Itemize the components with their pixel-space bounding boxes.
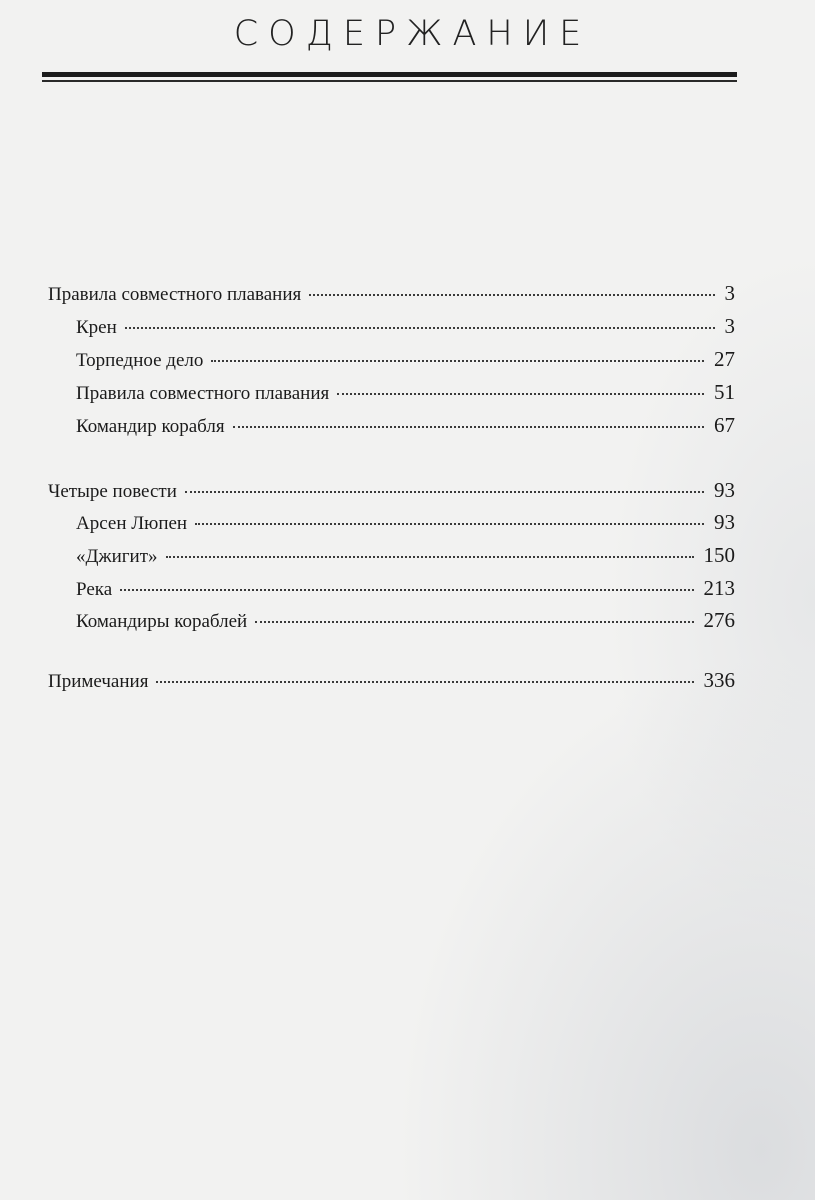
toc-section xyxy=(48,668,735,694)
dot-leader xyxy=(233,426,704,428)
toc-entry-label: Река xyxy=(76,579,113,600)
toc-entry xyxy=(76,510,735,536)
toc-page-number: 3 xyxy=(724,314,735,338)
toc-page-number: 276 xyxy=(703,608,735,632)
toc-page-number: 51 xyxy=(714,380,735,404)
toc-section xyxy=(48,281,735,307)
dot-leader xyxy=(156,681,693,683)
toc-entry xyxy=(76,380,735,406)
dot-leader xyxy=(166,556,694,558)
toc-page-number: 27 xyxy=(714,347,735,371)
toc-entry xyxy=(76,347,735,373)
toc-section xyxy=(48,478,735,504)
toc-entry-label: Торпедное дело xyxy=(76,350,204,371)
toc-entry-label: «Джигит» xyxy=(76,546,158,567)
toc-entry-label: Правила совместного плавания xyxy=(76,383,330,404)
toc-entry-label: Крен xyxy=(76,317,117,338)
toc-page-number: 336 xyxy=(703,668,735,692)
toc-entry xyxy=(76,608,735,634)
dot-leader xyxy=(309,294,714,296)
toc-section-label: Правила совместного плавания xyxy=(48,284,302,305)
dot-leader xyxy=(120,589,693,591)
toc-page-number: 93 xyxy=(714,510,735,534)
toc-page-number: 213 xyxy=(703,576,735,600)
toc-entry-label: Командиры кораблей xyxy=(76,611,248,632)
toc-section-label: Четыре повести xyxy=(48,481,177,502)
dot-leader xyxy=(195,523,704,525)
toc-page-number: 93 xyxy=(714,478,735,502)
dot-leader xyxy=(125,327,715,329)
page-title: СОДЕРЖАНИЕ xyxy=(233,14,592,54)
toc-entry-label: Командир корабля xyxy=(76,416,225,437)
toc-entry xyxy=(76,543,735,569)
dot-leader xyxy=(337,393,704,395)
toc-entry xyxy=(76,413,735,439)
toc-entry xyxy=(76,314,735,340)
toc-entry xyxy=(76,576,735,602)
toc-section-label: Примечания xyxy=(48,671,149,692)
toc-page-number: 67 xyxy=(714,413,735,437)
toc-page-number: 3 xyxy=(724,281,735,305)
dot-leader xyxy=(255,621,693,623)
dot-leader xyxy=(185,491,704,493)
dot-leader xyxy=(211,360,704,362)
toc-entry-label: Арсен Люпен xyxy=(76,513,188,534)
toc-page-number: 150 xyxy=(703,543,735,567)
